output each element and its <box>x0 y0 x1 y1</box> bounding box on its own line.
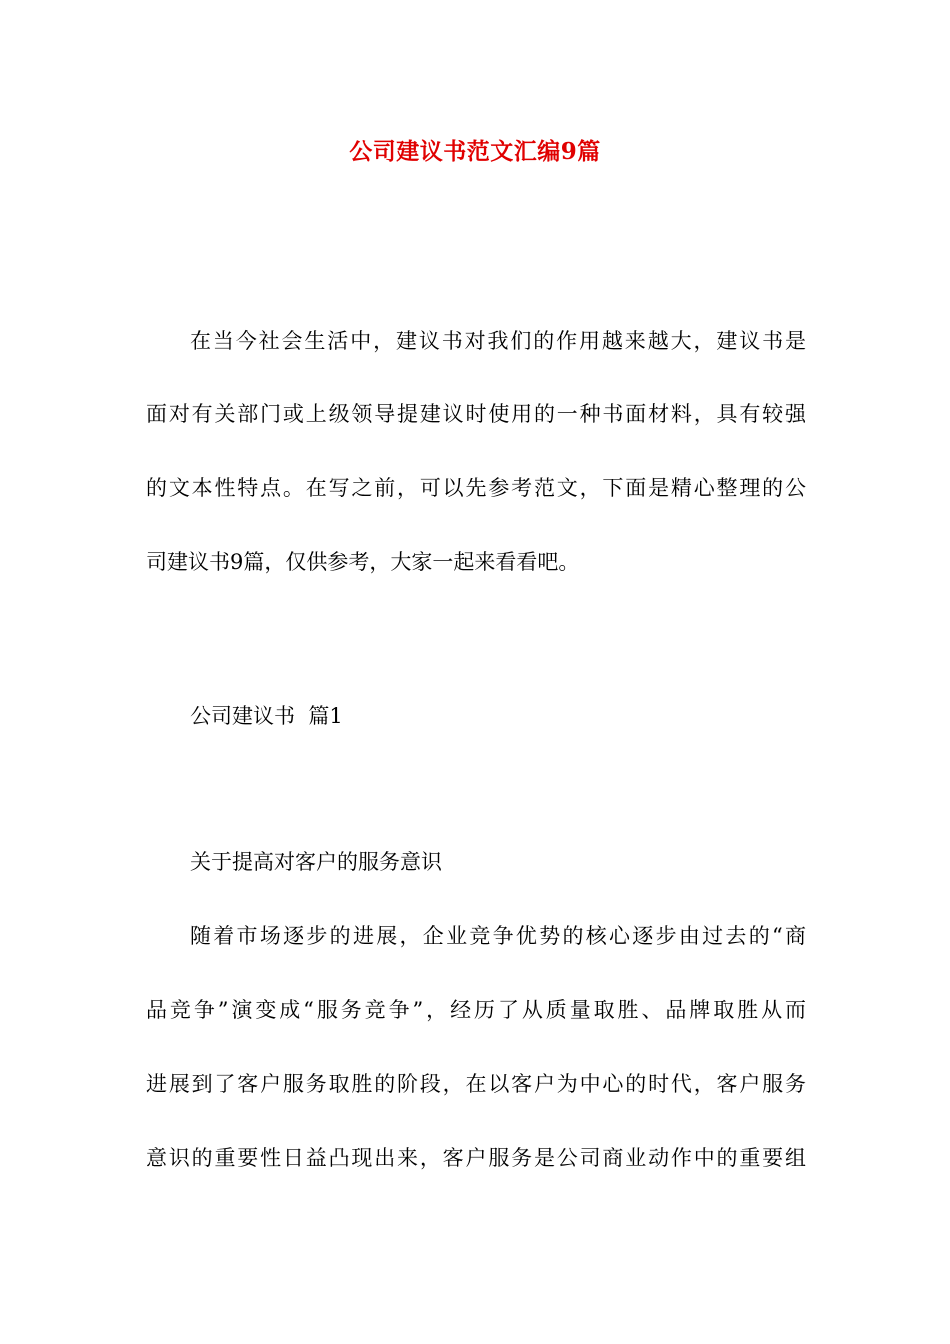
subject-line: 关于提高对客户的服务意识 <box>190 850 442 874</box>
intro-line-4: 司建议书9篇，仅供参考，大家一起来看看吧。 <box>146 550 580 574</box>
intro-line-3: 的文本性特点。在写之前，可以先参考范文，下面是精心整理的公 <box>146 476 806 500</box>
document-title: 公司建议书范文汇编9篇 <box>349 138 601 165</box>
intro-line-2: 面对有关部门或上级领导提建议时使用的一种书面材料，具有较强 <box>146 402 806 426</box>
intro-line-1: 在当今社会生活中，建议书对我们的作用越来越大，建议书是 <box>190 329 806 353</box>
body-line-1: 随着市场逐步的进展，企业竞争优势的核心逐步由过去的“商 <box>190 924 806 948</box>
section-heading: 公司建议书 篇1 <box>190 704 343 728</box>
body-line-3: 进展到了客户服务取胜的阶段，在以客户为中心的时代，客户服务 <box>146 1072 806 1096</box>
body-line-4: 意识的重要性日益凸现出来，客户服务是公司商业动作中的重要组 <box>146 1146 806 1170</box>
body-line-2: 品竞争”演变成“服务竞争”，经历了从质量取胜、品牌取胜从而 <box>146 998 806 1022</box>
